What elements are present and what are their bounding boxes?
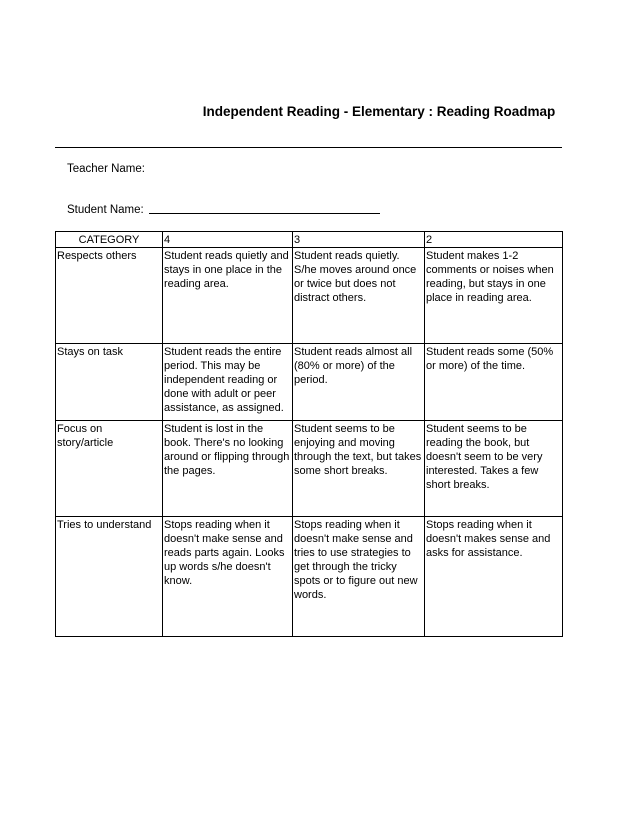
header-category: CATEGORY bbox=[56, 232, 163, 248]
header-score-2: 2 bbox=[425, 232, 563, 248]
score-4-cell: Student is lost in the book. There's no looking around or flipping through the pages. bbox=[163, 421, 293, 517]
category-cell: Tries to understand bbox=[56, 517, 163, 637]
score-2-cell: Stops reading when it doesn't makes sense and asks for assistance. bbox=[425, 517, 563, 637]
student-name-line bbox=[149, 213, 380, 214]
document-title: Independent Reading - Elementary : Reading Roadmap bbox=[202, 104, 556, 119]
score-3-cell: Stops reading when it doesn't make sense and tries to use strategies to get through the tricky spots or to figure out new words. bbox=[293, 517, 425, 637]
header-score-3: 3 bbox=[293, 232, 425, 248]
category-cell: Respects others bbox=[56, 248, 163, 344]
rubric-row bbox=[56, 421, 563, 517]
score-2-cell: Student makes 1-2 comments or noises when reading, but stays in one place in reading area. bbox=[425, 248, 563, 344]
score-3-cell: Student reads almost all (80% or more) of the period. bbox=[293, 344, 425, 421]
title-divider bbox=[55, 147, 562, 148]
score-3-cell: Student seems to be enjoying and moving through the text, but takes some short breaks. bbox=[293, 421, 425, 517]
category-cell: Stays on task bbox=[56, 344, 163, 421]
score-4-cell: Stops reading when it doesn't make sense and reads parts again. Looks up words s/he doesn't know. bbox=[163, 517, 293, 637]
rubric-table bbox=[55, 231, 563, 637]
rubric-row bbox=[56, 344, 563, 421]
score-4-cell: Student reads quietly and stays in one place in the reading area. bbox=[163, 248, 293, 344]
score-4-cell: Student reads the entire period. This may be independent reading or done with adult or peer assistance, as assigned. bbox=[163, 344, 293, 421]
score-2-cell: Student reads some (50% or more) of the time. bbox=[425, 344, 563, 421]
rubric-row bbox=[56, 517, 563, 637]
score-2-cell: Student seems to be reading the book, but doesn't seem to be very interested. Takes a few short breaks. bbox=[425, 421, 563, 517]
category-cell: Focus on story/article bbox=[56, 421, 163, 517]
teacher-name-label: Teacher Name: bbox=[67, 163, 145, 175]
student-name-label: Student Name: bbox=[67, 204, 144, 216]
rubric-header-row bbox=[56, 232, 563, 248]
rubric-row bbox=[56, 248, 563, 344]
score-3-cell: Student reads quietly. S/he moves around once or twice but does not distract others. bbox=[293, 248, 425, 344]
header-score-4: 4 bbox=[163, 232, 293, 248]
